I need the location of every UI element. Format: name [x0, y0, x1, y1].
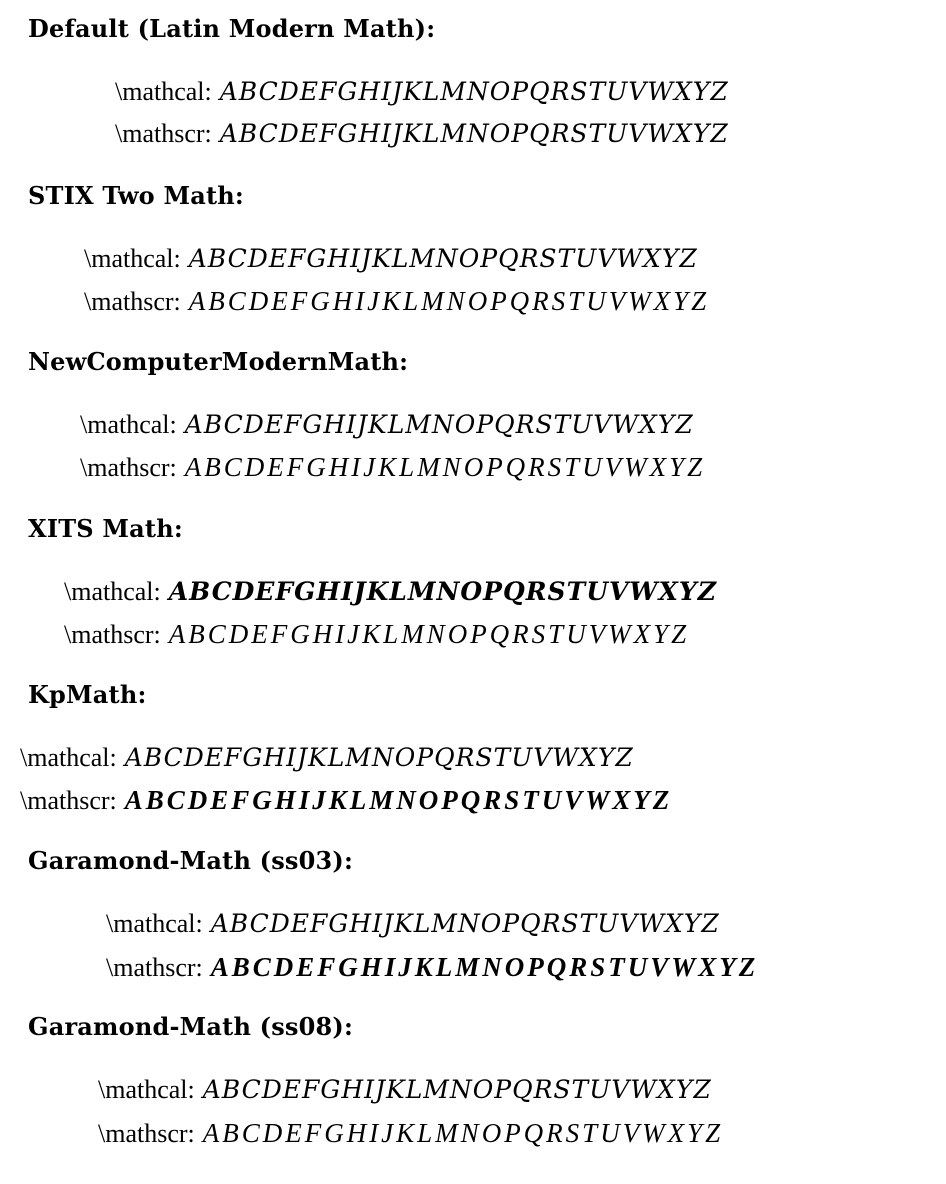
mathscr-command: \mathscr:: [84, 287, 181, 316]
mathcal-line: [64, 577, 717, 607]
mathscr-line: [98, 1118, 723, 1149]
mathcal-line: [80, 410, 694, 440]
section-heading: KpMath:: [28, 680, 147, 709]
mathcal-command: \mathcal:: [98, 1075, 195, 1104]
mathcal-line: [98, 1075, 712, 1105]
mathscr-line: [115, 119, 729, 149]
section-heading: Garamond-Math (ss03):: [28, 846, 354, 875]
section-heading: STIX Two Math:: [28, 181, 244, 210]
mathscr-command: \mathscr:: [98, 1119, 195, 1148]
mathcal-command: \mathcal:: [80, 410, 177, 439]
section-heading: Default (Latin Modern Math):: [28, 14, 436, 43]
mathcal-alphabet: ABCDEFGHIJKLMNOPQRSTUVWXYZ: [168, 577, 717, 606]
mathscr-line: [20, 785, 672, 816]
mathscr-alphabet: ABCDEFGHIJKLMNOPQRSTUVWXYZ: [184, 452, 706, 482]
mathscr-command: \mathscr:: [64, 620, 161, 649]
mathcal-command: \mathcal:: [84, 244, 181, 273]
mathcal-command: \mathcal:: [106, 909, 203, 938]
mathcal-command: \mathcal:: [64, 577, 161, 606]
mathcal-alphabet: ABCDEFGHIJKLMNOPQRSTUVWXYZ: [219, 77, 729, 106]
mathscr-line: [80, 452, 705, 483]
mathcal-alphabet: ABCDEFGHIJKLMNOPQRSTUVWXYZ: [210, 909, 720, 938]
mathcal-command: \mathcal:: [115, 77, 212, 106]
mathcal-alphabet: ABCDEFGHIJKLMNOPQRSTUVWXYZ: [202, 1075, 712, 1104]
mathscr-alphabet: ABCDEFGHIJKLMNOPQRSTUVWXYZ: [124, 785, 673, 815]
mathscr-command: \mathscr:: [20, 786, 117, 815]
mathcal-alphabet: ABCDEFGHIJKLMNOPQRSTUVWXYZ: [124, 743, 634, 772]
mathscr-alphabet: ABCDEFGHIJKLMNOPQRSTUVWXYZ: [188, 286, 710, 316]
mathcal-alphabet: ABCDEFGHIJKLMNOPQRSTUVWXYZ: [184, 410, 694, 439]
section-heading: XITS Math:: [28, 514, 183, 543]
mathscr-command: \mathscr:: [80, 453, 177, 482]
mathscr-alphabet: ABCDEFGHIJKLMNOPQRSTUVWXYZ: [210, 952, 759, 982]
section-heading: Garamond-Math (ss08):: [28, 1012, 354, 1041]
mathscr-line: [106, 952, 758, 983]
mathscr-line: [64, 619, 689, 650]
mathscr-alphabet: ABCDEFGHIJKLMNOPQRSTUVWXYZ: [219, 119, 729, 148]
mathcal-command: \mathcal:: [20, 743, 117, 772]
section-heading: NewComputerModernMath:: [28, 347, 409, 376]
mathcal-line: [115, 77, 729, 107]
mathcal-line: [20, 743, 634, 773]
mathscr-command: \mathscr:: [106, 953, 203, 982]
mathscr-alphabet: ABCDEFGHIJKLMNOPQRSTUVWXYZ: [168, 619, 690, 649]
mathcal-line: [84, 244, 698, 274]
mathcal-line: [106, 909, 720, 939]
mathscr-alphabet: ABCDEFGHIJKLMNOPQRSTUVWXYZ: [202, 1118, 724, 1148]
mathscr-line: [84, 286, 709, 317]
mathcal-alphabet: ABCDEFGHIJKLMNOPQRSTUVWXYZ: [188, 244, 698, 273]
mathscr-command: \mathscr:: [115, 119, 212, 148]
